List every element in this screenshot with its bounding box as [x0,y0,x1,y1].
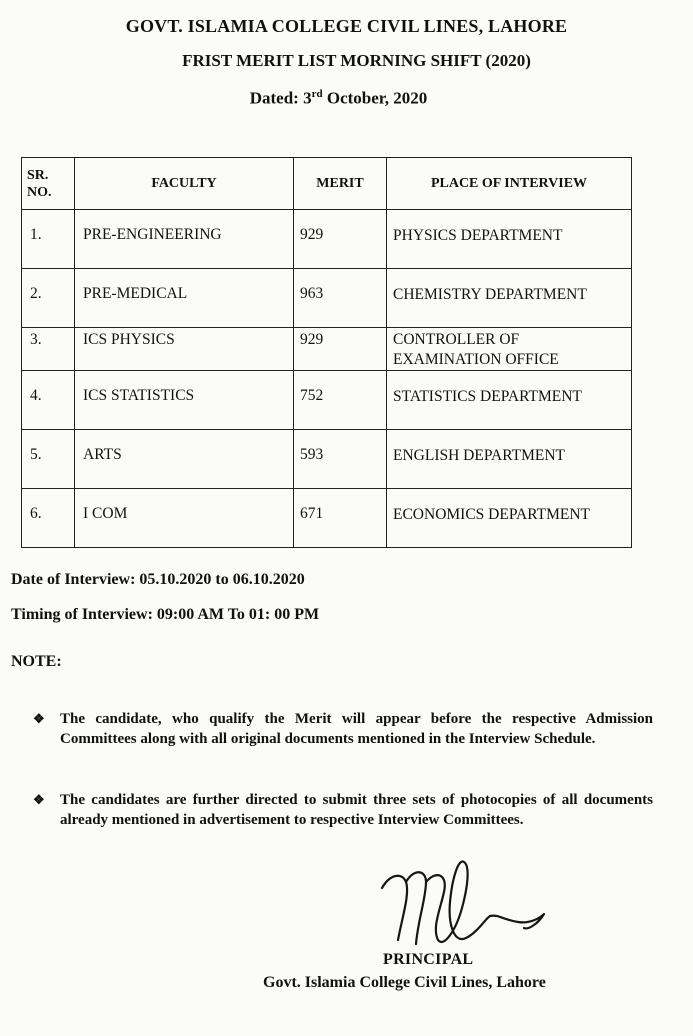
merit-table [21,157,632,548]
cell-place: ENGLISH DEPARTMENT [387,430,632,489]
merit-list-title: FRIST MERIT LIST MORNING SHIFT (2020) [182,51,531,70]
college-name: GOVT. ISLAMIA COLLEGE CIVIL LINES, LAHORE [125,16,568,36]
header-merit: MERIT [294,158,387,210]
cell-sr: 3. [22,328,75,371]
cell-place: CHEMISTRY DEPARTMENT [387,269,632,328]
header-place: PLACE OF INTERVIEW [387,158,632,210]
cell-place: STATISTICS DEPARTMENT [387,371,632,430]
cell-sr: 1. [22,210,75,269]
signatory-organization: Govt. Islamia College Civil Lines, Lahore [263,974,546,991]
cell-sr: 4. [22,371,75,430]
cell-faculty: PRE-ENGINEERING [75,210,294,269]
interview-date: Date of Interview: 05.10.2020 to 06.10.2020 [11,571,305,588]
table-row [22,489,632,548]
cell-place: PHYSICS DEPARTMENT [387,210,632,269]
table-row [22,430,632,489]
diamond-bullet-icon: ❖ [33,711,45,726]
cell-place: ECONOMICS DEPARTMENT [387,489,632,548]
principal-signature [378,858,558,950]
cell-sr: 2. [22,269,75,328]
date-suffix: October, 2020 [322,88,428,108]
cell-merit: 671 [294,489,387,548]
diamond-bullet-icon: ❖ [33,792,45,807]
cell-sr: 6. [22,489,75,548]
note-text: The candidates are further directed to submit three sets of photocopies of all documents already mentioned in advertisement to respective Interview Committees. [60,792,653,828]
note-heading: NOTE: [11,653,62,670]
cell-merit: 593 [294,430,387,489]
cell-place: CONTROLLER OF EXAMINATION OFFICE [387,328,632,371]
table-row [22,210,632,269]
header-sr-no: SR. NO. [22,158,75,210]
cell-sr: 5. [22,430,75,489]
table-row [22,328,632,371]
signatory-title: PRINCIPAL [383,951,474,968]
cell-merit: 929 [294,328,387,371]
cell-faculty: ICS STATISTICS [75,371,294,430]
table-row [22,371,632,430]
note-text: The candidate, who qualify the Merit will appear before the respective Admission Committees along with all original documents mentioned in the Interview Schedule. [60,711,653,747]
table-row [22,269,632,328]
header-faculty: FACULTY [75,158,294,210]
cell-faculty: I COM [75,489,294,548]
cell-merit: 752 [294,371,387,430]
cell-merit: 929 [294,210,387,269]
date-line [0,88,685,109]
date-prefix: Dated: 3 [249,88,312,108]
note-item [33,709,653,749]
note-item [33,790,653,830]
date-ordinal: rd [311,88,323,100]
interview-timing: Timing of Interview: 09:00 AM To 01: 00 PM [11,606,320,623]
cell-faculty: ICS PHYSICS [75,328,294,371]
cell-faculty: ARTS [75,430,294,489]
table-header-row [22,158,632,210]
cell-faculty: PRE-MEDICAL [75,269,294,328]
cell-merit: 963 [294,269,387,328]
